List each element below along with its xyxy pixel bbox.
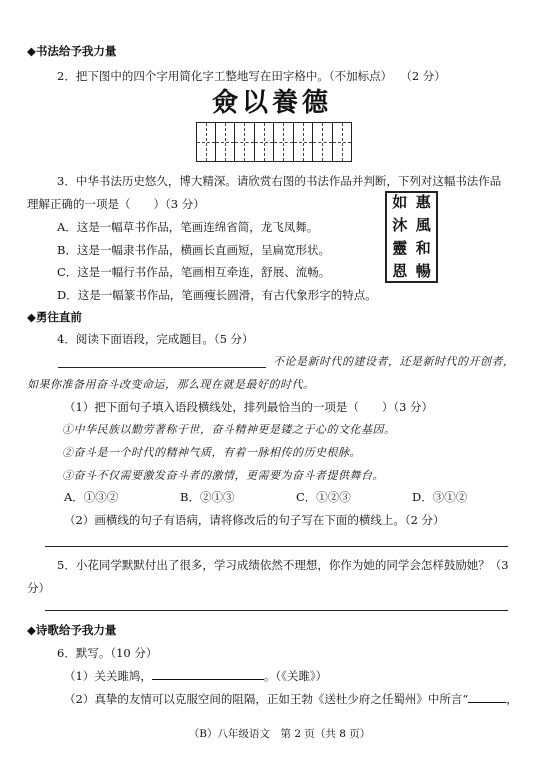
question-2 xyxy=(57,70,446,84)
artwork-char: 靈 xyxy=(392,239,408,257)
question-5-line2: 分） xyxy=(27,581,50,595)
question-6-text: 6．默写。（10 分） xyxy=(57,646,158,660)
passage-line2: 如果你准备用奋斗改变命运，那么现在就是最好的时代。 xyxy=(27,378,315,391)
sub-question-6-2-end: ， xyxy=(506,692,518,706)
artwork-char: 如 xyxy=(392,193,408,211)
artwork-char: 恩 xyxy=(392,262,408,280)
option-c[interactable]: C．这是一幅行书作品，笔画相互牵连，舒展、流畅。 xyxy=(57,265,331,279)
artwork-column-right xyxy=(416,195,431,279)
question-3-line1: 3．中华书法历史悠久，博大精深。请欣赏右图的书法作品并判断，下列对这幅书法作品 xyxy=(57,174,502,188)
section-title: 勇往直前 xyxy=(35,310,82,324)
choice-a[interactable]: A．①③② xyxy=(64,490,119,504)
question-4-text: 4．阅读下面语段，完成题目。（5 分） xyxy=(57,332,254,346)
sub-question-1: （1）把下面句子填入语段横线处，排列最恰当的一项是（ ）（3 分） xyxy=(64,400,434,414)
artwork-char: 暢 xyxy=(415,262,431,280)
passage-blank-line[interactable] xyxy=(58,367,266,368)
tianzige-cell[interactable] xyxy=(294,122,314,162)
artwork-char: 惠 xyxy=(415,193,431,211)
artwork-char: 沐 xyxy=(392,216,408,234)
sub-question-6-1-suffix: 。（《关雎》） xyxy=(263,669,328,683)
fill-in-blank[interactable] xyxy=(468,692,506,703)
tianzige-cell[interactable] xyxy=(255,122,275,162)
page-footer: （B）八年级语文 第 2 页（共 8 页） xyxy=(188,728,371,740)
fill-in-blank[interactable] xyxy=(152,669,264,680)
diamond-marker-icon: ◆ xyxy=(27,44,36,58)
artwork-char: 風 xyxy=(415,216,431,234)
section-heading-calligraphy xyxy=(27,45,116,59)
answer-line-q4[interactable] xyxy=(45,546,508,547)
question-3-line2: 理解正确的一项是（ ）（3 分） xyxy=(27,197,205,211)
section-heading-forward xyxy=(27,311,82,325)
option-d[interactable]: D．这是一幅篆书作品，笔画瘦长圆滑，有古代象形字的特点。 xyxy=(57,288,377,302)
calligraphy-artwork xyxy=(385,191,438,283)
tianzige-cell[interactable] xyxy=(216,122,236,162)
tianzige-cell[interactable] xyxy=(235,122,255,162)
question-2-score: （2 分） xyxy=(406,69,446,83)
tianzige-cell[interactable] xyxy=(333,122,353,162)
tianzige-cell[interactable] xyxy=(274,122,294,162)
tianzige-cell[interactable] xyxy=(313,122,333,162)
question-5-line1: 5．小花同学默默付出了很多，学习成绩依然不理想，你作为她的同学会怎样鼓励她？（3 xyxy=(57,558,509,572)
diamond-marker-icon: ◆ xyxy=(27,310,36,324)
sentence-2: ②奋斗是一个时代的精神气质，有着一脉相传的历史根脉。 xyxy=(62,446,361,459)
choice-c[interactable]: C．①②③ xyxy=(296,490,351,504)
tianzige-grid[interactable] xyxy=(196,122,352,162)
answer-line-q5[interactable] xyxy=(45,610,508,611)
artwork-column-left xyxy=(392,195,407,279)
tianzige-cell[interactable] xyxy=(196,122,216,162)
sentence-3: ③奋斗不仅需要激发奋斗者的激情，更需要为奋斗者提供舞台。 xyxy=(62,469,384,482)
diamond-marker-icon: ◆ xyxy=(27,623,36,637)
artwork-char: 和 xyxy=(415,239,431,257)
sub-question-6-1-prefix: （1）关关雎鸠， xyxy=(64,669,152,683)
section-heading-poetry xyxy=(27,624,116,638)
section-title: 书法给予我力量 xyxy=(35,44,117,58)
passage-line1: 不论是新时代的建设者，还是新时代的开创者， xyxy=(273,355,515,368)
sub-question-6-1 xyxy=(64,669,327,684)
question-2-text: 2．把下图中的四个字用简化字工整地写在田字格中。（不加标点） xyxy=(57,69,393,83)
choice-d[interactable]: D．③①② xyxy=(412,490,468,504)
calligraphy-sample: 僉以養德 xyxy=(212,88,333,118)
choice-b[interactable]: B．②①③ xyxy=(180,490,235,504)
sub-question-6-2-text: （2）真挚的友情可以克服空间的阻隔，正如王勃《送杜少府之任蜀州》中所言“ xyxy=(64,692,469,706)
sub-question-6-2 xyxy=(64,692,518,707)
option-b[interactable]: B．这是一幅隶书作品，横画长直画短，呈扁宽形状。 xyxy=(57,243,330,257)
sub-question-2: （2）画横线的句子有语病，请将修改后的句子写在下面的横线上。（2 分） xyxy=(64,513,445,527)
section-title: 诗歌给予我力量 xyxy=(35,623,117,637)
option-a[interactable]: A．这是一幅草书作品，笔画连绵省简，龙飞凤舞。 xyxy=(57,220,319,234)
sentence-1: ①中华民族以勤劳著称于世，奋斗精神更是镂之于心的文化基因。 xyxy=(62,423,396,436)
